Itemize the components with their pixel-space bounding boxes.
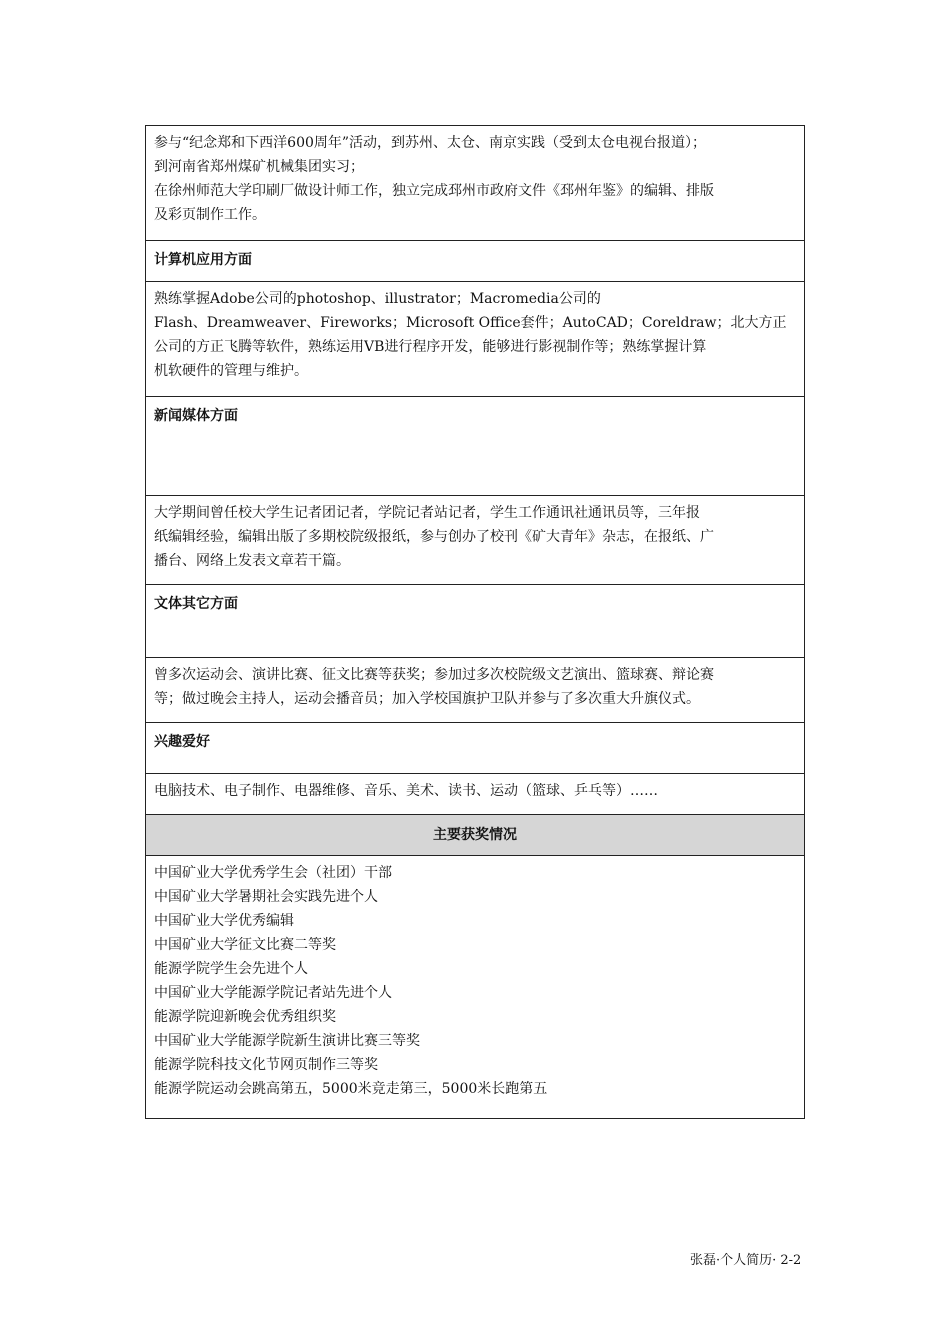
computer-line: 熟练掌握Adobe公司的photoshop、illustrator；Macromedia公司的 (154, 291, 601, 307)
practice-line: 在徐州师范大学印刷厂做设计师工作，独立完成邳州市政府文件《邳州年鉴》的编辑、排版 (154, 183, 714, 199)
hobbies-text: 电脑技术、电子制作、电器维修、音乐、美术、读书、运动（篮球、乒乓等）…… (154, 783, 658, 799)
culture-body (146, 658, 805, 723)
media-heading-text: 新闻媒体方面 (154, 408, 238, 424)
practice-row (146, 126, 805, 241)
practice-cell (146, 126, 805, 241)
media-line: 大学期间曾任校大学生记者团记者，学院记者站记者，学生工作通讯社通讯员等，三年报 (154, 505, 700, 521)
hobbies-heading-row (146, 723, 805, 774)
media-line: 纸编辑经验，编辑出版了多期校院级报纸，参与创办了校刊《矿大青年》杂志，在报纸、广 (154, 529, 714, 545)
media-body-row (146, 496, 805, 585)
media-heading (146, 397, 805, 496)
media-line: 播台、网络上发表文章若干篇。 (154, 553, 350, 569)
page-footer: 张磊·个人简历· 2-2 (690, 1253, 802, 1268)
computer-line: 公司的方正飞腾等软件，熟练运用VB进行程序开发，能够进行影视制作等；熟练掌握计算 (154, 339, 707, 355)
culture-line: 曾多次运动会、演讲比赛、征文比赛等获奖；参加过多次校院级文艺演出、篮球赛、辩论赛 (154, 667, 714, 683)
practice-line: 及彩页制作工作。 (154, 207, 266, 223)
computer-heading (146, 241, 805, 282)
computer-body (146, 282, 805, 397)
award-item: 能源学院学生会先进个人 (154, 961, 308, 977)
hobbies-body-row (146, 774, 805, 815)
award-item: 中国矿业大学优秀学生会（社团）干部 (154, 865, 392, 881)
awards-header-row (146, 815, 805, 856)
culture-heading-text: 文体其它方面 (154, 596, 238, 612)
culture-heading-row (146, 585, 805, 658)
computer-heading-row (146, 241, 805, 282)
computer-line: Flash、Dreamweaver、Fireworks；Microsoft Office套件；AutoCAD；Coreldraw；北大方正 (154, 315, 787, 331)
award-item: 中国矿业大学征文比赛二等奖 (154, 937, 336, 953)
computer-line: 机软硬件的管理与维护。 (154, 363, 308, 379)
hobbies-heading-text: 兴趣爱好 (154, 734, 210, 750)
computer-heading-text: 计算机应用方面 (154, 252, 252, 268)
culture-line: 等；做过晚会主持人，运动会播音员；加入学校国旗护卫队并参与了多次重大升旗仪式。 (154, 691, 700, 707)
awards-body-row (146, 856, 805, 1119)
media-body (146, 496, 805, 585)
awards-section-header: 主要获奖情况 (146, 815, 805, 856)
award-item: 能源学院运动会跳高第五，5000米竞走第三，5000米长跑第五 (154, 1081, 548, 1097)
hobbies-heading (146, 723, 805, 774)
culture-body-row (146, 658, 805, 723)
computer-body-row (146, 282, 805, 397)
awards-list (146, 856, 805, 1119)
practice-line: 参与“纪念郑和下西洋600周年”活动，到苏州、太仓、南京实践（受到太仓电视台报道）； (154, 135, 707, 151)
award-item: 中国矿业大学暑期社会实践先进个人 (154, 889, 378, 905)
hobbies-body (146, 774, 805, 815)
practice-line: 到河南省郑州煤矿机械集团实习； (154, 159, 364, 175)
media-heading-row (146, 397, 805, 496)
award-item: 中国矿业大学能源学院新生演讲比赛三等奖 (154, 1033, 420, 1049)
award-item: 中国矿业大学能源学院记者站先进个人 (154, 985, 392, 1001)
award-item: 中国矿业大学优秀编辑 (154, 913, 294, 929)
culture-heading (146, 585, 805, 658)
award-item: 能源学院迎新晚会优秀组织奖 (154, 1009, 336, 1025)
resume-table (145, 125, 805, 1119)
award-item: 能源学院科技文化节网页制作三等奖 (154, 1057, 378, 1073)
